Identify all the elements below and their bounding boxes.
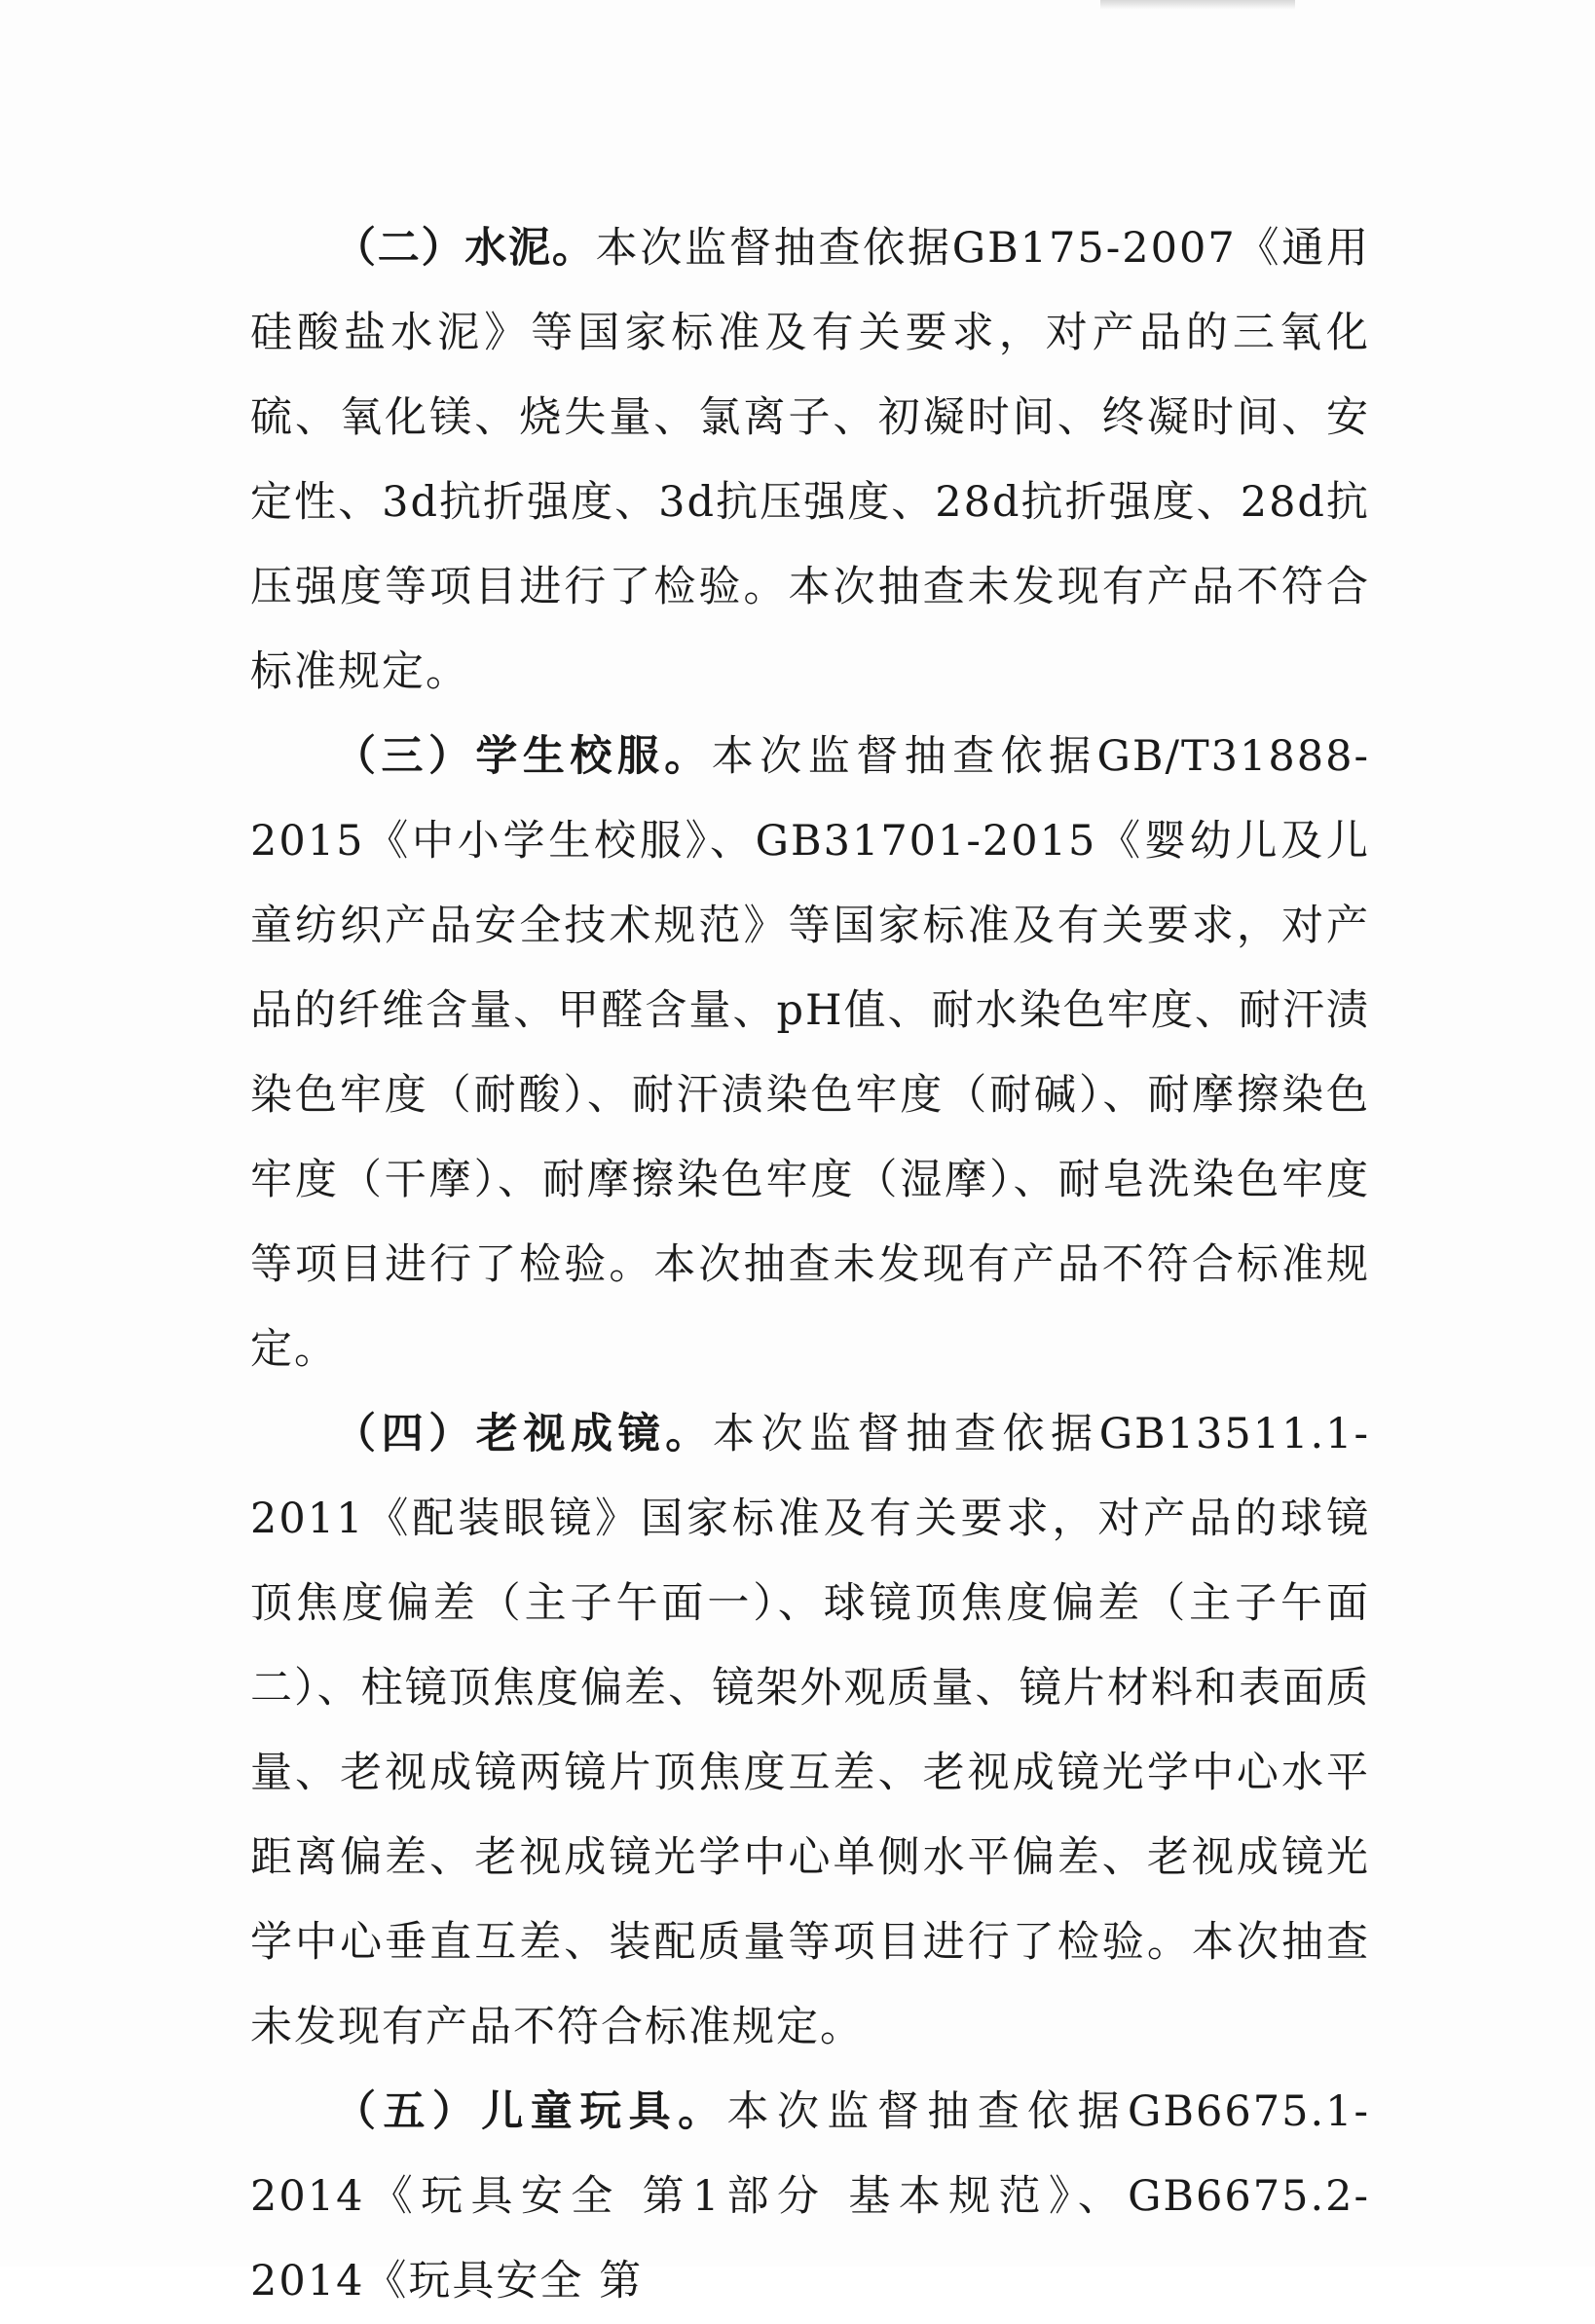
- section-cement: [250, 206, 1370, 715]
- section-text-childrens-toys: 本次监督抽查依据GB6675.1-2014《玩具安全 第1部分 基本规范》、GB6675.2-2014《玩具安全 第: [250, 2087, 1370, 2306]
- section-heading-childrens-toys: （五）儿童玩具。: [334, 2087, 727, 2136]
- section-school-uniform: [250, 715, 1370, 1392]
- section-reading-glasses: [250, 1392, 1370, 2070]
- section-text-school-uniform: 本次监督抽查依据GB/T31888-2015《中小学生校服》、GB31701-2015《婴幼儿及儿童纺织产品安全技术规范》等国家标准及有关要求，对产品的纤维含量、甲醛含量、pH值、耐水染色牢度、耐汗渍染色牢度（耐酸）、耐汗渍染色牢度（耐碱）、耐摩擦染色牢度（干摩）、耐摩擦染色牢度（湿摩）、耐皂洗染色牢度等项目进行了检验。本次抽查未发现有产品不符合标准规定。: [250, 732, 1370, 1374]
- section-heading-reading-glasses: （四）老视成镜。: [334, 1410, 713, 1458]
- scan-edge-mark: [1100, 0, 1295, 10]
- section-heading-cement: （二）水泥。: [334, 224, 596, 273]
- section-text-reading-glasses: 本次监督抽查依据GB13511.1-2011《配装眼镜》国家标准及有关要求，对产品的球镜顶焦度偏差（主子午面一）、球镜顶焦度偏差（主子午面二）、柱镜顶焦度偏差、镜架外观质量、镜片材料和表面质量、老视成镜两镜片顶焦度互差、老视成镜光学中心水平距离偏差、老视成镜光学中心单侧水平偏差、老视成镜光学中心垂直互差、装配质量等项目进行了检验。本次抽查未发现有产品不符合标准规定。: [250, 1410, 1371, 2051]
- section-text-cement: 本次监督抽查依据GB175-2007《通用硅酸盐水泥》等国家标准及有关要求，对产品的三氧化硫、氧化镁、烧失量、氯离子、初凝时间、终凝时间、安定性、3d抗折强度、3d抗压强度、28d抗折强度、28d抗压强度等项目进行了检验。本次抽查未发现有产品不符合标准规定。: [250, 224, 1370, 696]
- section-heading-school-uniform: （三）学生校服。: [334, 732, 712, 781]
- section-childrens-toys: [250, 2070, 1370, 2324]
- document-body: [250, 206, 1370, 2324]
